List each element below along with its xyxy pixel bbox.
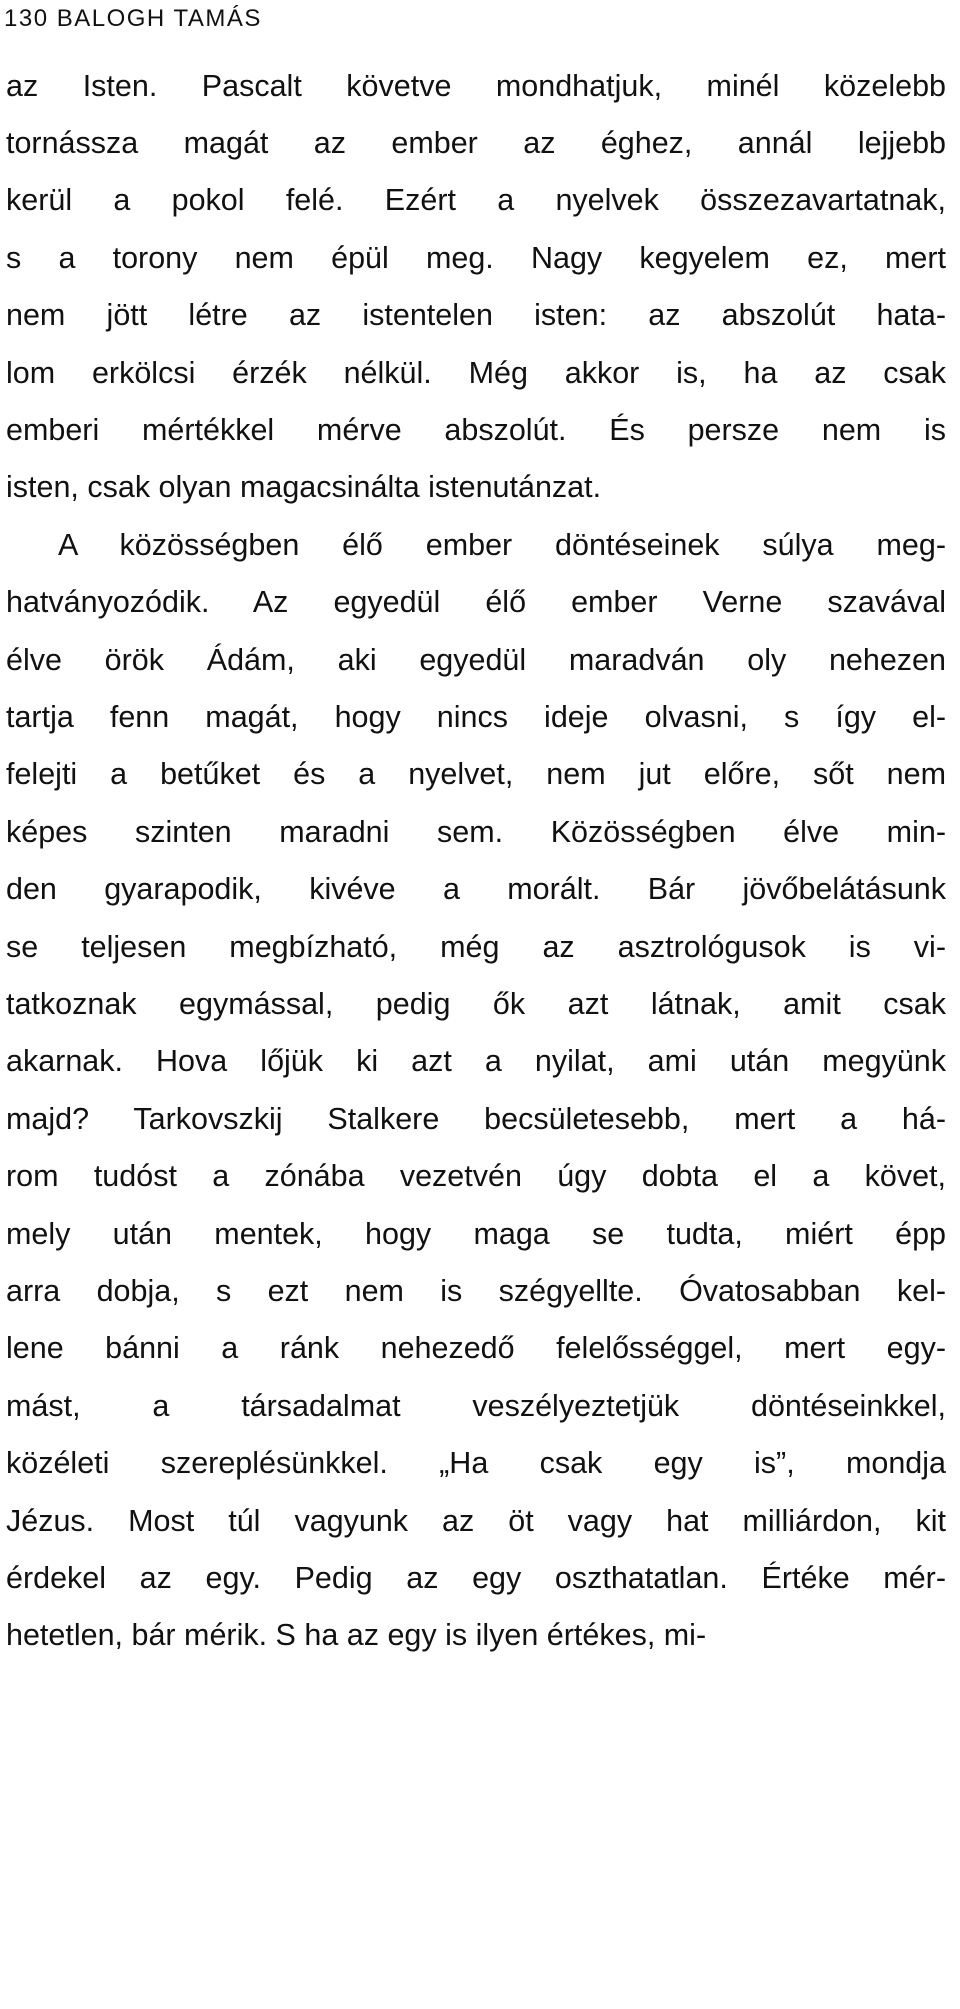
text-line: lene bánni a ránk nehezedő felelősséggel, mert egy- — [6, 1331, 946, 1365]
text-line: tatkoznak egymással, pedig ők azt látnak, amit csak — [6, 987, 946, 1021]
text-line: arra dobja, s ezt nem is szégyellte. Óvatosabban kel- — [6, 1274, 946, 1308]
text-line: felejti a betűket és a nyelvet, nem jut előre, sőt nem — [6, 757, 946, 791]
text-line: rom tudóst a zónába vezetvén úgy dobta el a követ, — [6, 1159, 946, 1193]
text-line: közéleti szereplésünkkel. „Ha csak egy is”, mondja — [6, 1446, 946, 1480]
text-line: isten, csak olyan magacsinálta istenutánzat. — [6, 470, 602, 504]
text-line: akarnak. Hova lőjük ki azt a nyilat, ami után megyünk — [6, 1044, 946, 1078]
text-line: kerül a pokol felé. Ezért a nyelvek összezavartatnak, — [6, 183, 946, 217]
text-line: mely után mentek, hogy maga se tudta, miért épp — [6, 1217, 946, 1251]
text-line: az Isten. Pascalt követve mondhatjuk, minél közelebb — [6, 69, 946, 103]
text-line: élve örök Ádám, aki egyedül maradván oly nehezen — [6, 643, 946, 677]
text-line: den gyarapodik, kivéve a morált. Bár jövőbelátásunk — [6, 872, 946, 906]
text-line: hetetlen, bár mérik. S ha az egy is ilyen értékes, mi- — [6, 1618, 707, 1652]
text-line: tartja fenn magát, hogy nincs ideje olvasni, s így el- — [6, 700, 946, 734]
text-line: se teljesen megbízható, még az asztrológusok is vi- — [6, 930, 946, 964]
text-line: hatványozódik. Az egyedül élő ember Verne szavával — [6, 585, 946, 619]
text-line: emberi mértékkel mérve abszolút. És persze nem is — [6, 413, 946, 447]
text-line: majd? Tarkovszkij Stalkere becsületesebb, mert a há- — [6, 1102, 946, 1136]
text-line: érdekel az egy. Pedig az egy oszthatatlan. Értéke mér- — [6, 1561, 946, 1595]
running-header: 130 BALOGH TAMÁS — [4, 5, 262, 32]
text-line: lom erkölcsi érzék nélkül. Még akkor is, ha az csak — [6, 356, 946, 390]
text-line: s a torony nem épül meg. Nagy kegyelem ez, mert — [6, 241, 946, 275]
text-line: tornássza magát az ember az éghez, annál lejjebb — [6, 126, 946, 160]
text-line: Jézus. Most túl vagyunk az öt vagy hat milliárdon, kit — [6, 1504, 946, 1538]
text-line: képes szinten maradni sem. Közösségben élve min- — [6, 815, 946, 849]
text-line: nem jött létre az istentelen isten: az abszolút hata- — [6, 298, 946, 332]
text-line: A közösségben élő ember döntéseinek súlya meg- — [58, 528, 946, 562]
text-line: mást, a társadalmat veszélyeztetjük döntéseinkkel, — [6, 1389, 946, 1423]
